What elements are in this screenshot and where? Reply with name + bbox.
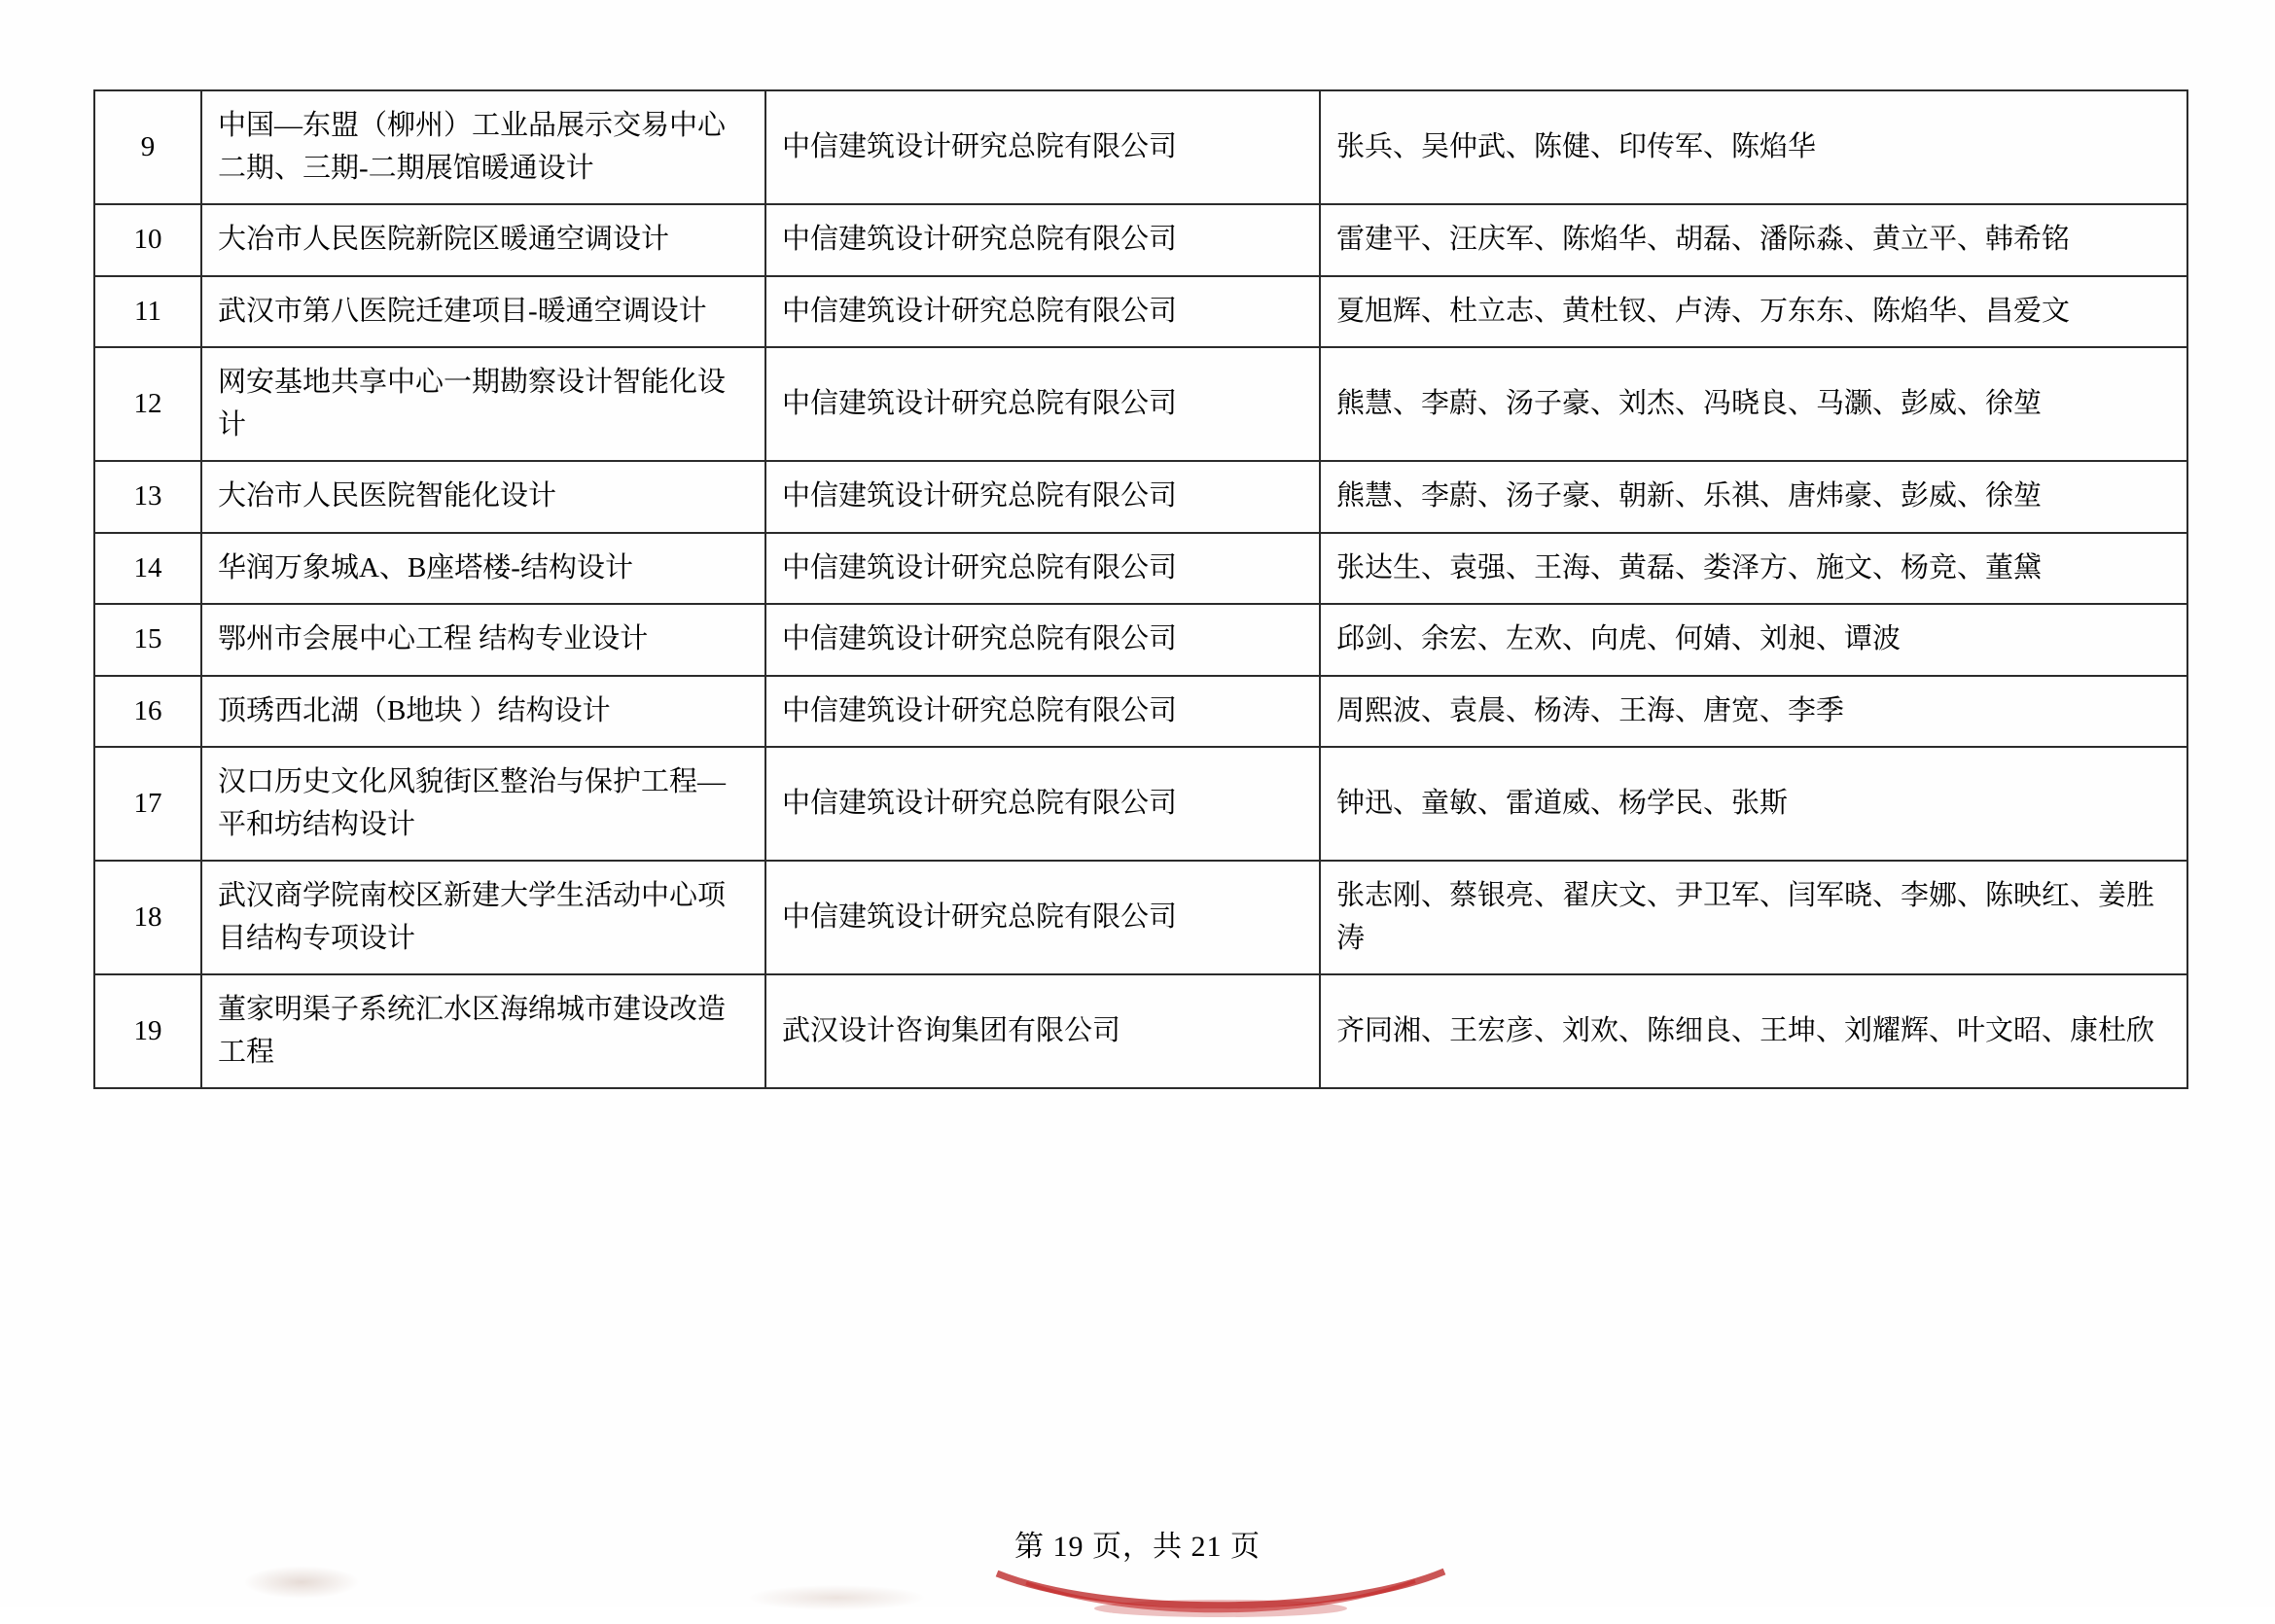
cell-project <box>201 204 765 276</box>
table-row <box>94 533 2187 605</box>
row-people-text: 张达生、袁强、王海、黄磊、娄泽方、施文、杨竞、董黛 <box>1336 551 2043 583</box>
cell-index <box>94 90 201 204</box>
table-row <box>94 90 2187 204</box>
cell-company <box>765 676 1320 748</box>
row-company-text: 中信建筑设计研究总院有限公司 <box>782 900 1178 933</box>
cell-project <box>201 676 765 748</box>
cell-company <box>765 276 1320 348</box>
cell-project <box>201 604 765 676</box>
row-company-text: 中信建筑设计研究总院有限公司 <box>782 623 1178 654</box>
cell-company <box>765 747 1320 861</box>
row-company-text: 中信建筑设计研究总院有限公司 <box>782 130 1178 162</box>
row-project-text: 武汉市第八医院迁建项目-暖通空调设计 <box>218 295 707 327</box>
cell-company <box>765 347 1320 461</box>
row-index-text: 10 <box>133 224 162 255</box>
row-people-text: 钟迅、童敏、雷道威、杨学民、张斯 <box>1336 787 1789 819</box>
row-index-text: 12 <box>133 387 162 419</box>
row-people-text: 邱剑、余宏、左欢、向虎、何婧、刘昶、谭波 <box>1336 623 1902 654</box>
row-project-text: 顶琇西北湖（B地块 ）结构设计 <box>218 694 611 726</box>
row-company-text: 中信建筑设计研究总院有限公司 <box>782 480 1178 512</box>
cell-index <box>94 533 201 605</box>
scan-smudge-middle <box>749 1585 924 1610</box>
table-row <box>94 461 2187 533</box>
row-people-text: 熊慧、李蔚、汤子豪、刘杰、冯晓良、马灏、彭威、徐堃 <box>1336 387 2043 419</box>
cell-company <box>765 861 1320 974</box>
cell-people <box>1320 861 2187 974</box>
cell-index <box>94 747 201 861</box>
row-company-text: 中信建筑设计研究总院有限公司 <box>782 295 1178 327</box>
table-row <box>94 276 2187 348</box>
cell-people <box>1320 276 2187 348</box>
table-row <box>94 204 2187 276</box>
cell-project <box>201 90 765 204</box>
cell-index <box>94 204 201 276</box>
cell-project <box>201 974 765 1088</box>
row-people-text: 夏旭辉、杜立志、黄杜钗、卢涛、万东东、陈焰华、昌爱文 <box>1336 295 2071 327</box>
row-project-text: 大冶市人民医院智能化设计 <box>218 480 557 512</box>
row-company-text: 中信建筑设计研究总院有限公司 <box>782 387 1178 419</box>
cell-people <box>1320 604 2187 676</box>
row-index-text: 19 <box>133 1014 162 1046</box>
cell-people <box>1320 204 2187 276</box>
row-index-text: 13 <box>133 480 162 512</box>
table-row <box>94 676 2187 748</box>
cell-people <box>1320 974 2187 1088</box>
row-project-text: 武汉商学院南校区新建大学生活动中心项目结构专项设计 <box>218 880 727 954</box>
cell-project <box>201 747 765 861</box>
cell-index <box>94 676 201 748</box>
cell-people <box>1320 347 2187 461</box>
cell-people <box>1320 676 2187 748</box>
table-body <box>94 90 2187 1088</box>
row-index-text: 16 <box>133 694 162 726</box>
red-seal-mark <box>987 1566 1454 1624</box>
row-company-text: 中信建筑设计研究总院有限公司 <box>782 551 1178 583</box>
page-footer: 第 19 页，共 21 页 <box>1014 1531 1261 1563</box>
cell-index <box>94 276 201 348</box>
row-people-text: 齐同湘、王宏彦、刘欢、陈细良、王坤、刘耀辉、叶文昭、康杜欣 <box>1336 1014 2155 1046</box>
cell-project <box>201 533 765 605</box>
table-row <box>94 347 2187 461</box>
row-company-text: 武汉设计咨询集团有限公司 <box>782 1014 1121 1046</box>
cell-company <box>765 461 1320 533</box>
cell-project <box>201 861 765 974</box>
row-project-text: 鄂州市会展中心工程 结构专业设计 <box>218 623 649 654</box>
table-row <box>94 861 2187 974</box>
cell-company <box>765 974 1320 1088</box>
cell-index <box>94 347 201 461</box>
row-company-text: 中信建筑设计研究总院有限公司 <box>782 787 1178 819</box>
award-projects-table <box>93 89 2188 1089</box>
row-people-text: 周熙波、袁晨、杨涛、王海、唐宽、李季 <box>1336 694 1845 726</box>
cell-project <box>201 276 765 348</box>
cell-people <box>1320 747 2187 861</box>
cell-index <box>94 461 201 533</box>
cell-people <box>1320 90 2187 204</box>
row-people-text: 熊慧、李蔚、汤子豪、朝新、乐祺、唐炜豪、彭威、徐堃 <box>1336 480 2043 512</box>
row-project-text: 中国—东盟（柳州）工业品展示交易中心 二期、三期-二期展馆暖通设计 <box>218 110 733 184</box>
cell-index <box>94 604 201 676</box>
row-company-text: 中信建筑设计研究总院有限公司 <box>782 694 1178 726</box>
table-row <box>94 747 2187 861</box>
table-row <box>94 604 2187 676</box>
row-project-text: 大冶市人民医院新院区暖通空调设计 <box>218 224 670 255</box>
row-index-text: 15 <box>133 623 162 654</box>
row-project-text: 华润万象城A、B座塔楼-结构设计 <box>218 551 633 583</box>
row-project-text: 网安基地共享中心一期勘察设计智能化设计 <box>218 367 727 441</box>
cell-people <box>1320 533 2187 605</box>
scan-smudge-left <box>243 1566 360 1599</box>
cell-company <box>765 604 1320 676</box>
row-index-text: 17 <box>133 787 162 819</box>
row-index-text: 11 <box>134 295 161 327</box>
row-index-text: 9 <box>140 130 156 162</box>
cell-project <box>201 461 765 533</box>
cell-company <box>765 90 1320 204</box>
row-people-text: 雷建平、汪庆军、陈焰华、胡磊、潘际淼、黄立平、韩希铭 <box>1336 224 2071 255</box>
cell-company <box>765 533 1320 605</box>
row-index-text: 18 <box>133 900 162 933</box>
row-project-text: 汉口历史文化风貌街区整治与保护工程—平和坊结构设计 <box>218 766 727 840</box>
table-row <box>94 974 2187 1088</box>
cell-people <box>1320 461 2187 533</box>
row-project-text: 董家明渠子系统汇水区海绵城市建设改造工程 <box>218 994 727 1068</box>
cell-index <box>94 861 201 974</box>
cell-project <box>201 347 765 461</box>
row-index-text: 14 <box>133 551 162 583</box>
row-people-text: 张志刚、蔡银亮、翟庆文、尹卫军、闫军晓、李娜、陈映红、姜胜涛 <box>1336 880 2155 954</box>
cell-index <box>94 974 201 1088</box>
row-people-text: 张兵、吴仲武、陈健、印传军、陈焰华 <box>1336 130 1817 162</box>
cell-company <box>765 204 1320 276</box>
row-company-text: 中信建筑设计研究总院有限公司 <box>782 224 1178 255</box>
